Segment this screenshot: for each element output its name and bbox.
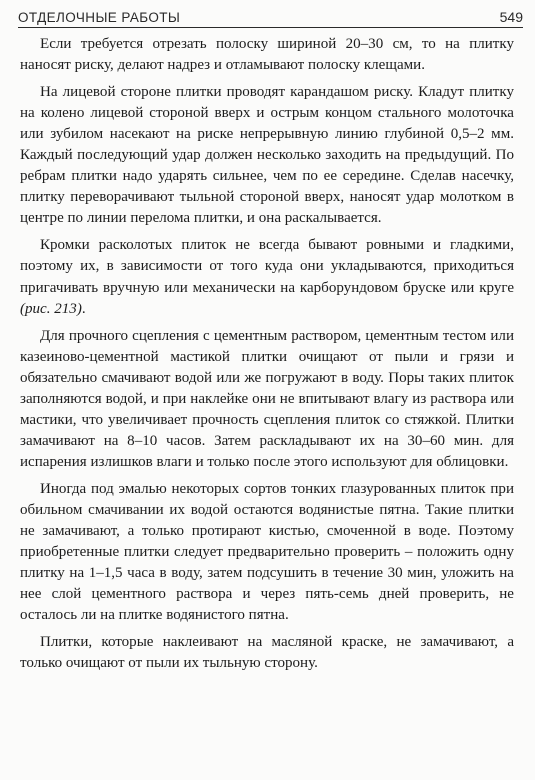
page-number: 549 — [499, 9, 523, 25]
paragraph-tile-scoring — [20, 82, 514, 229]
paragraph-text-end: . — [81, 300, 86, 317]
paragraph-tile-soaking — [20, 326, 514, 473]
paragraph-oil-paint — [20, 632, 514, 674]
paragraph-text: На лицевой стороне плитки проводят карандашом риску. Кладут плитку на колено лицевой стороной вверх и острым концом стального молоточка или зубилом насекают на риске непрерывную линию глубиной 0,5–2 мм. Каждый последующий удар должен несколько заходить на предыдущий. По ребрам плитки надо ударять сильнее, чем по ее середине. Сделав насечку, плитку переворачивают тыльной стороной вверх, наносят удар молотком в центре по линии перелома плитки, и она раскалывается. — [20, 84, 514, 227]
section-title: ОТДЕЛОЧНЫЕ РАБОТЫ — [18, 10, 181, 25]
running-head — [18, 6, 523, 28]
paragraph-text: Если требуется отрезать полоску шириной 20–30 см, то на плитку наносят риску, делают надрез и отламывают полоску клещами. — [20, 36, 514, 74]
body-text — [20, 34, 514, 674]
paragraph-text: Кромки расколотых плиток не всегда бывают ровными и гладкими, поэтому их, в зависимости от того куда они укладываются, приходиться пригачивать вручную или механически на карборундовом бруске или круге — [20, 237, 514, 296]
paragraph-glazed-tiles — [20, 479, 514, 626]
paragraph-text: Иногда под эмалью некоторых сортов тонких глазурованных плиток при обильном смачивании их водой остаются водянистые пятна. Такие плитки не замачивают, а только протирают кистью, смоченной в воде. Поэтому приобретенные плитки следует предварительно проверить – положить одну плитку на 1–1,5 часа в воду, затем подсушить в течение 30 мин, уложить на нее слой цементного раствора и через пять-семь дней проверить, не осталось ли на плитке водянистого пятна. — [20, 480, 514, 624]
paragraph-edge-finishing — [20, 235, 514, 319]
paragraph-text: Плитки, которые наклеивают на масляной краске, не замачивают, а только очищают от пыли их тыльную сторону. — [20, 634, 514, 672]
paragraph-tile-strip-cutting — [20, 34, 514, 76]
paragraph-text: Для прочного сцепления с цементным раствором, цементным тестом или казеиново-цементной мастикой плитки очищают от пыли и грязи и обязательно смачивают водой или же погружают в воду. Поры таких плиток заполняются водой, и при наклейке они не впитывают влагу из раствора или мастики, что увеличивает прочность сцепления плиток со стяжкой. Плитки замачивают на 8–10 часов. Затем раскладывают их на 30–60 мин. для испарения излишков влаги и только после этого используют для облицовки. — [20, 327, 514, 470]
figure-reference: (рис. 213) — [20, 300, 82, 317]
